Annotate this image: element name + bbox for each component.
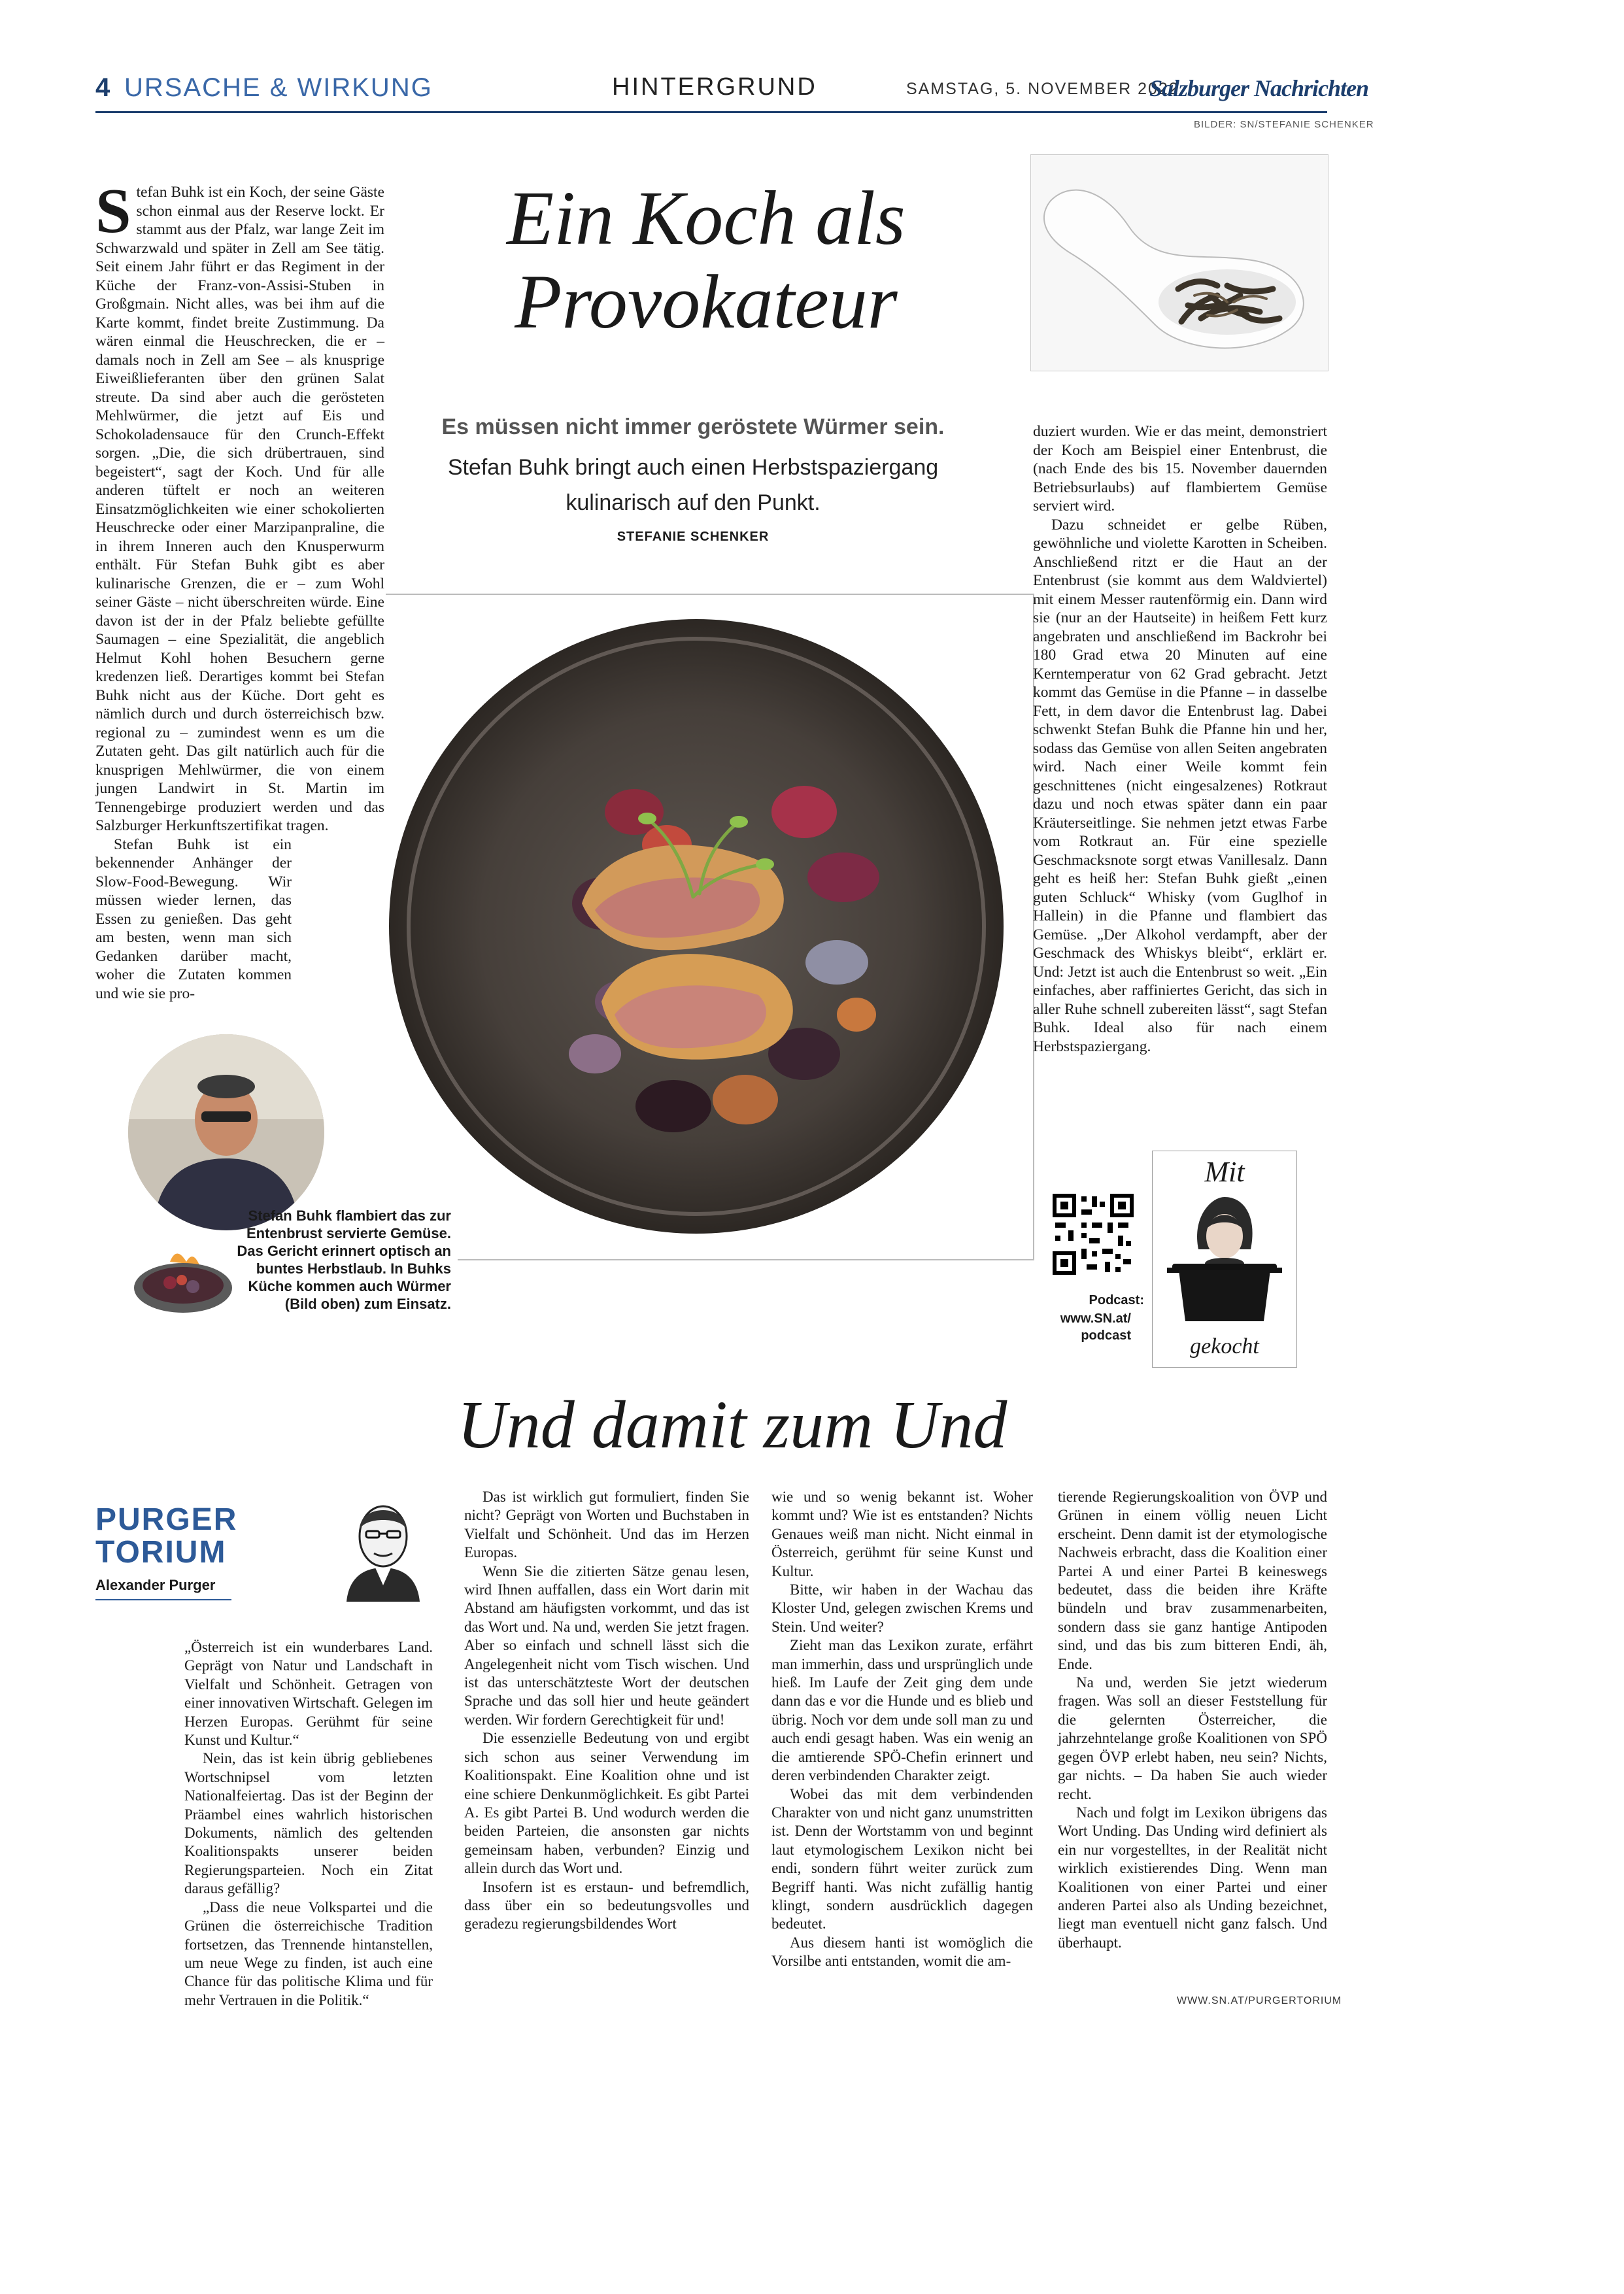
paragraph: Aus diesem hanti ist womöglich die Vorsilbe anti entstanden, womit die am- [771,1934,1033,1970]
qr-code-icon [1053,1194,1134,1275]
column-brand [95,1504,237,1569]
photo-caption: Stefan Buhk flambiert das zur Entenbrust servierte Gemüse. Das Gericht erinnert optisch an buntes Herbstlaub. In Buhks Küche kommen auch Würmer (Bild oben) zum Einsatz. [237,1207,451,1312]
photo-credit: BILDER: SN/STEFANIE SCHENKER [1194,119,1374,130]
paragraph: Na und, werden Sie jetzt wiederum fragen. Was soll an dieser Feststellung für die gelernten Österreicher, die jahrzehntelange große Koalitionen von SPÖ gegen ÖVP erlebt haben, neu sein? Nichts, gar nichts. – Da haben Sie auch wieder recht. [1058,1674,1327,1802]
column-author: Alexander Purger [95,1577,216,1593]
column-brand-line-2: TORIUM [95,1535,227,1570]
article-title: Ein Koch als Provokateur [507,175,905,345]
paragraph: Nein, das ist kein übrig gebliebenes Wortschnipsel vom letzten Nationalfeiertag. Das ist der Beginn der Präambel eines wahrlich historischen Dokuments, nämlich des geltenden Koalitionspakts unserer beiden Regierungsparteien. Noch ein Zitat daraus gefällig? [184,1750,433,1897]
paragraph: Insofern ist es erstaun- und befremdlich, dass über ein so bedeutungsvolles und geradezu regierungsbildendes Wort [464,1878,749,1932]
chef-portrait-icon [128,1034,324,1230]
pan-photo [131,1249,235,1321]
paragraph: tefan Buhk ist ein Koch, der seine Gäste schon einmal aus der Reserve lockt. Er stammt aus der Pfalz, war lange Zeit im Schwarzwald und später in Zell am See tätig. Seit einem Jahr führt er das Regiment in der Küche der Franz-von-Assisi-Stuben in Großgmain. Nicht alles, was bei ihm auf die Karte kommt, findet breite Zustimmung. Da wären einmal die Heuschrecken, die er – damals noch in Zell am See – als knusprige Eiweißlieferanten über den grünen Salat streute. Da sind aber auch die gerösteten Mehlwürmer, die jetzt auf Eis und Schokoladensauce für den Crunch-Effekt sorgen. „Die, die sich drübertrauen, sind begeistert“, sagt der Koch. Und für alle anderen tüftelt er noch an weiteren Einsatzmöglichkeiten wie einer schokolierten Heuschrecke oder einer Marzipanpraline, die in ihrem Inneren auch den Knusperwurm enthält. Für Stefan Buhk gibt es aber kulinarische Grenzen, die er – zum Wohl seiner Gäste – nicht überschreiten würde. Eine davon ist der in der Pfalz beliebte gefüllte Saumagen – eine Spezialität, die angeblich Helmut Kohl hohen Besuchern gerne kredenzen ließ. Derartiges kommt bei Stefan Buhk nicht aus der Küche. Dort geht es nämlich durch und durch österreichisch bzw. regional zu – zumindest wenn es um die Zutaten geht. Das gilt natürlich auch für die knusprigen Mehlwürmer, die von einem jungen Landwirt in St. Martin im Tennengebirge produziert werden und das Salzburger Herkunftszertifikat tragen. [95,184,384,834]
paragraph: Nach und folgt im Lexikon übrigens das Wort Unding. Das Unding wird definiert als ein nur vorgestelltes, in der Realität nicht wirklich existierendes Ding. Wenn man Koalitionen von einer Partei und einer anderen Partei also als Unding bezeichnet, liegt man eventuell nicht ganz falsch. Und überhaupt. [1058,1804,1327,1951]
duck-plate-icon [386,596,1033,1258]
spoon-with-worms-icon [1031,155,1328,371]
dropcap: S [95,176,131,246]
paragraph: Die essenzielle Bedeutung von und ergibt sich schon aus seiner Verwendung im Koalitionspakt. Eine Koalition ohne und ist eine schiere Denkunmöglichkeit. Es gibt Partei A. Es gibt Partei B. Und wodurch werden die beiden Parteien, die ansonsten gar nichts gemeinsam haben, verbunden? Einzig und allein durch das Wort und. [464,1730,749,1877]
paragraph: „Dass die neue Volkspartei und die Grünen die österreichische Tradition fortsetzen, das Trennende hintanstellen, um neue Wege zu finden, ist auch eine Chance für das politische Klima und für mehr Vertrauen in die Politik.“ [184,1898,433,2008]
woman-in-pot-icon [1166,1190,1283,1328]
qr-code[interactable] [1053,1194,1134,1275]
paragraph: Zieht man das Lexikon zurate, erfährt man immerhin, dass und ursprünglich unde hieß. Im Laufe der Zeit ging dem unde dann das e vor die Hunde und es blieb und übrig. Noch vor dem unde soll man zu und auch endi gesagt haben. Was ein wenig an die amtierende SPÖ-Chefin erinnert und deren verbindenden Charakter zeigt. [771,1637,1033,1784]
column-brand-line-1: PURGER [95,1502,238,1537]
section-name: URSACHE & WIRKUNG [124,73,433,102]
podcast-label: Podcast: [1089,1293,1144,1307]
author-portrait [340,1491,426,1602]
paragraph: Wenn Sie die zitierten Sätze genau lesen, wird Ihnen auffallen, dass ein Wort darin mit Abstand am häufigsten vorkommt, und das ist das Wort und. Na und, werden Sie jetzt fragen. Aber so einfach und schnell lässt sich die Angelegenheit nicht vom Tisch wischen. Und ist das unterschätzteste Wort der deutschen Sprache und das soll hier und heute geändert werden. Wir fordern Gerechtigkeit für und! [464,1562,749,1728]
issue-date: SAMSTAG, 5. NOVEMBER 2022 [906,80,1179,98]
column-text-1 [184,1638,433,2010]
frame-line-top [386,594,1033,595]
article-right-column [1033,422,1327,1056]
header-rule [95,111,1327,113]
frame-line-bottom [458,1259,1033,1260]
author-underline [95,1599,231,1600]
flaming-pan-icon [131,1249,235,1321]
column-text-4 [1058,1488,1327,1952]
podcast-logo [1152,1151,1297,1368]
article-left-column [95,176,384,1003]
worms-photo [1030,154,1328,371]
paragraph: tierende Regierungskoalition von ÖVP und Grünen in einem völlig neuen Licht erscheint. Denn damit ist der etymologische Nachweis erbracht, dass die Koalition einer Partei A und einer Partei B keineswegs bedeutet, dass die beiden ihre Kräfte bündeln und brav zusammenarbeiten, sondern dass sie ganz hantige Antipoden sind, und das bis zum bitteren Endi, äh, Ende. [1058,1489,1327,1672]
article-lead-bold: Es müssen nicht immer geröstete Würmer sein. [441,414,945,439]
podcast-title-bottom: gekocht [1190,1334,1259,1358]
page-number: 4 [95,73,110,102]
paragraph: duziert wurden. Wie er das meint, demonstriert der Koch am Beispiel einer Entenbrust, die (nach Ende des bis 15. November dauernden Betriebsurlaubs) auf flambiertem Gemüse serviert wird. [1033,423,1327,514]
category-name: HINTERGRUND [612,73,817,101]
paragraph: „Österreich ist ein wunderbares Land. Geprägt von Natur und Landschaft in Vielfalt und Schönheit. Getragen von einer innovativen Wirtschaft. Gelegen im Herzen Europas. Gerühmt für seine Kunst und Kultur.“ [184,1639,433,1749]
newspaper-logo: Salzburger Nachrichten [1149,75,1369,101]
dish-photo [386,596,1033,1258]
paragraph: Stefan Buhk ist ein bekennender Anhänger der Slow-Food-Bewegung. Wir müssen wieder lernen, das Essen zu genießen. Das geht am besten, wenn man sich Gedanken darüber macht, woher die Zutaten kommen und wie sie pro- [95,835,292,1002]
column-text-2 [464,1488,749,1934]
author-sketch-icon [340,1491,426,1602]
article-author: STEFANIE SCHENKER [617,530,770,544]
paragraph: Dazu schneidet er gelbe Rüben, gewöhnliche und violette Karotten in Scheiben. Anschließend ritzt er die Haut an der Entenbrust (sie kommt aus dem Waldviertel) mit einem Messer rautenförmig ein. Dann wird sie (nur an der Hautseite) in heißem Fett kurz angebraten und anschließend im Backrohr bei 180 Grad etwa 20 Minuten auf eine Kerntemperatur von 62 Grad gebracht. Jetzt kommt das Gemüse in die Pfanne – in dasselbe Fett, in dem davor die Entenbrust lag. Dabei schwenkt Stefan Buhk die Pfanne hin und her, sodass das Gemüse von allen Seiten angebraten wird. Nach einer Weile kommt fein geschnittenes (nicht eingesalzenes) Rotkraut dazu und noch etwas später dann ein paar Kräuterseitlinge. Sie nehmen jetzt etwas Farbe vom Rotkraut an. Für eine spezielle Geschmacksnote sorgt etwas Vanillesalz. Dann geht es heiß her: Stefan Buhk gießt „einen guten Schluck“ Whisky (vom Guglhof in Hallein) in die Pfanne und flambiert das Gemüse. „Der Alkohol verdampft, aber der Geschmack des Whiskys bleibt“, erklärt er. Und: Jetzt ist auch die Entenbrust so weit. „Ein einfaches, aber raffiniertes Gericht, das sich in aller Ruhe schnell zubereiten lässt“, sagt Stefan Buhk. Ideal also für nach einem Herbstspaziergang. [1033,516,1327,1055]
article-lead: Stefan Buhk bringt auch einen Herbstspaziergang kulinarisch auf den Punkt. [447,455,939,515]
paragraph: wie und so wenig bekannt ist. Woher kommt und? Wie ist es entstanden? Nichts Genaues weiß man nicht. Nicht einmal in Österreich, gerühmt für seine Kunst und Kultur. [771,1489,1033,1579]
paragraph: Wobei das mit dem verbindenden Charakter von und nicht ganz unumstritten ist. Denn der Wortstamm von und beginnt laut etymologischem Lexikon nicht bei endi, sondern führt weiter zurück zum Begriff hanti. Was nicht zufällig hantig klingt, sondern ausdrücklich dagegen bedeutet. [771,1785,1033,1932]
paragraph: Das ist wirklich gut formuliert, finden Sie nicht? Geprägt von Worten und Buchstaben in Vielfalt und Schönheit. Und das im Herzen Europas. [464,1489,749,1561]
column-url[interactable]: WWW.SN.AT/PURGERTORIUM [1177,1995,1342,2006]
podcast-title-top: Mit [1204,1156,1245,1188]
column-text-3 [771,1488,1033,1971]
chef-photo [128,1034,324,1230]
column-title: Und damit zum Und [457,1387,1007,1462]
podcast-link[interactable]: www.SN.at/ podcast [1060,1311,1131,1343]
paragraph: Bitte, wir haben in der Wachau das Kloster Und, gelegen zwischen Krems und Stein. Und weiter? [771,1581,1033,1635]
